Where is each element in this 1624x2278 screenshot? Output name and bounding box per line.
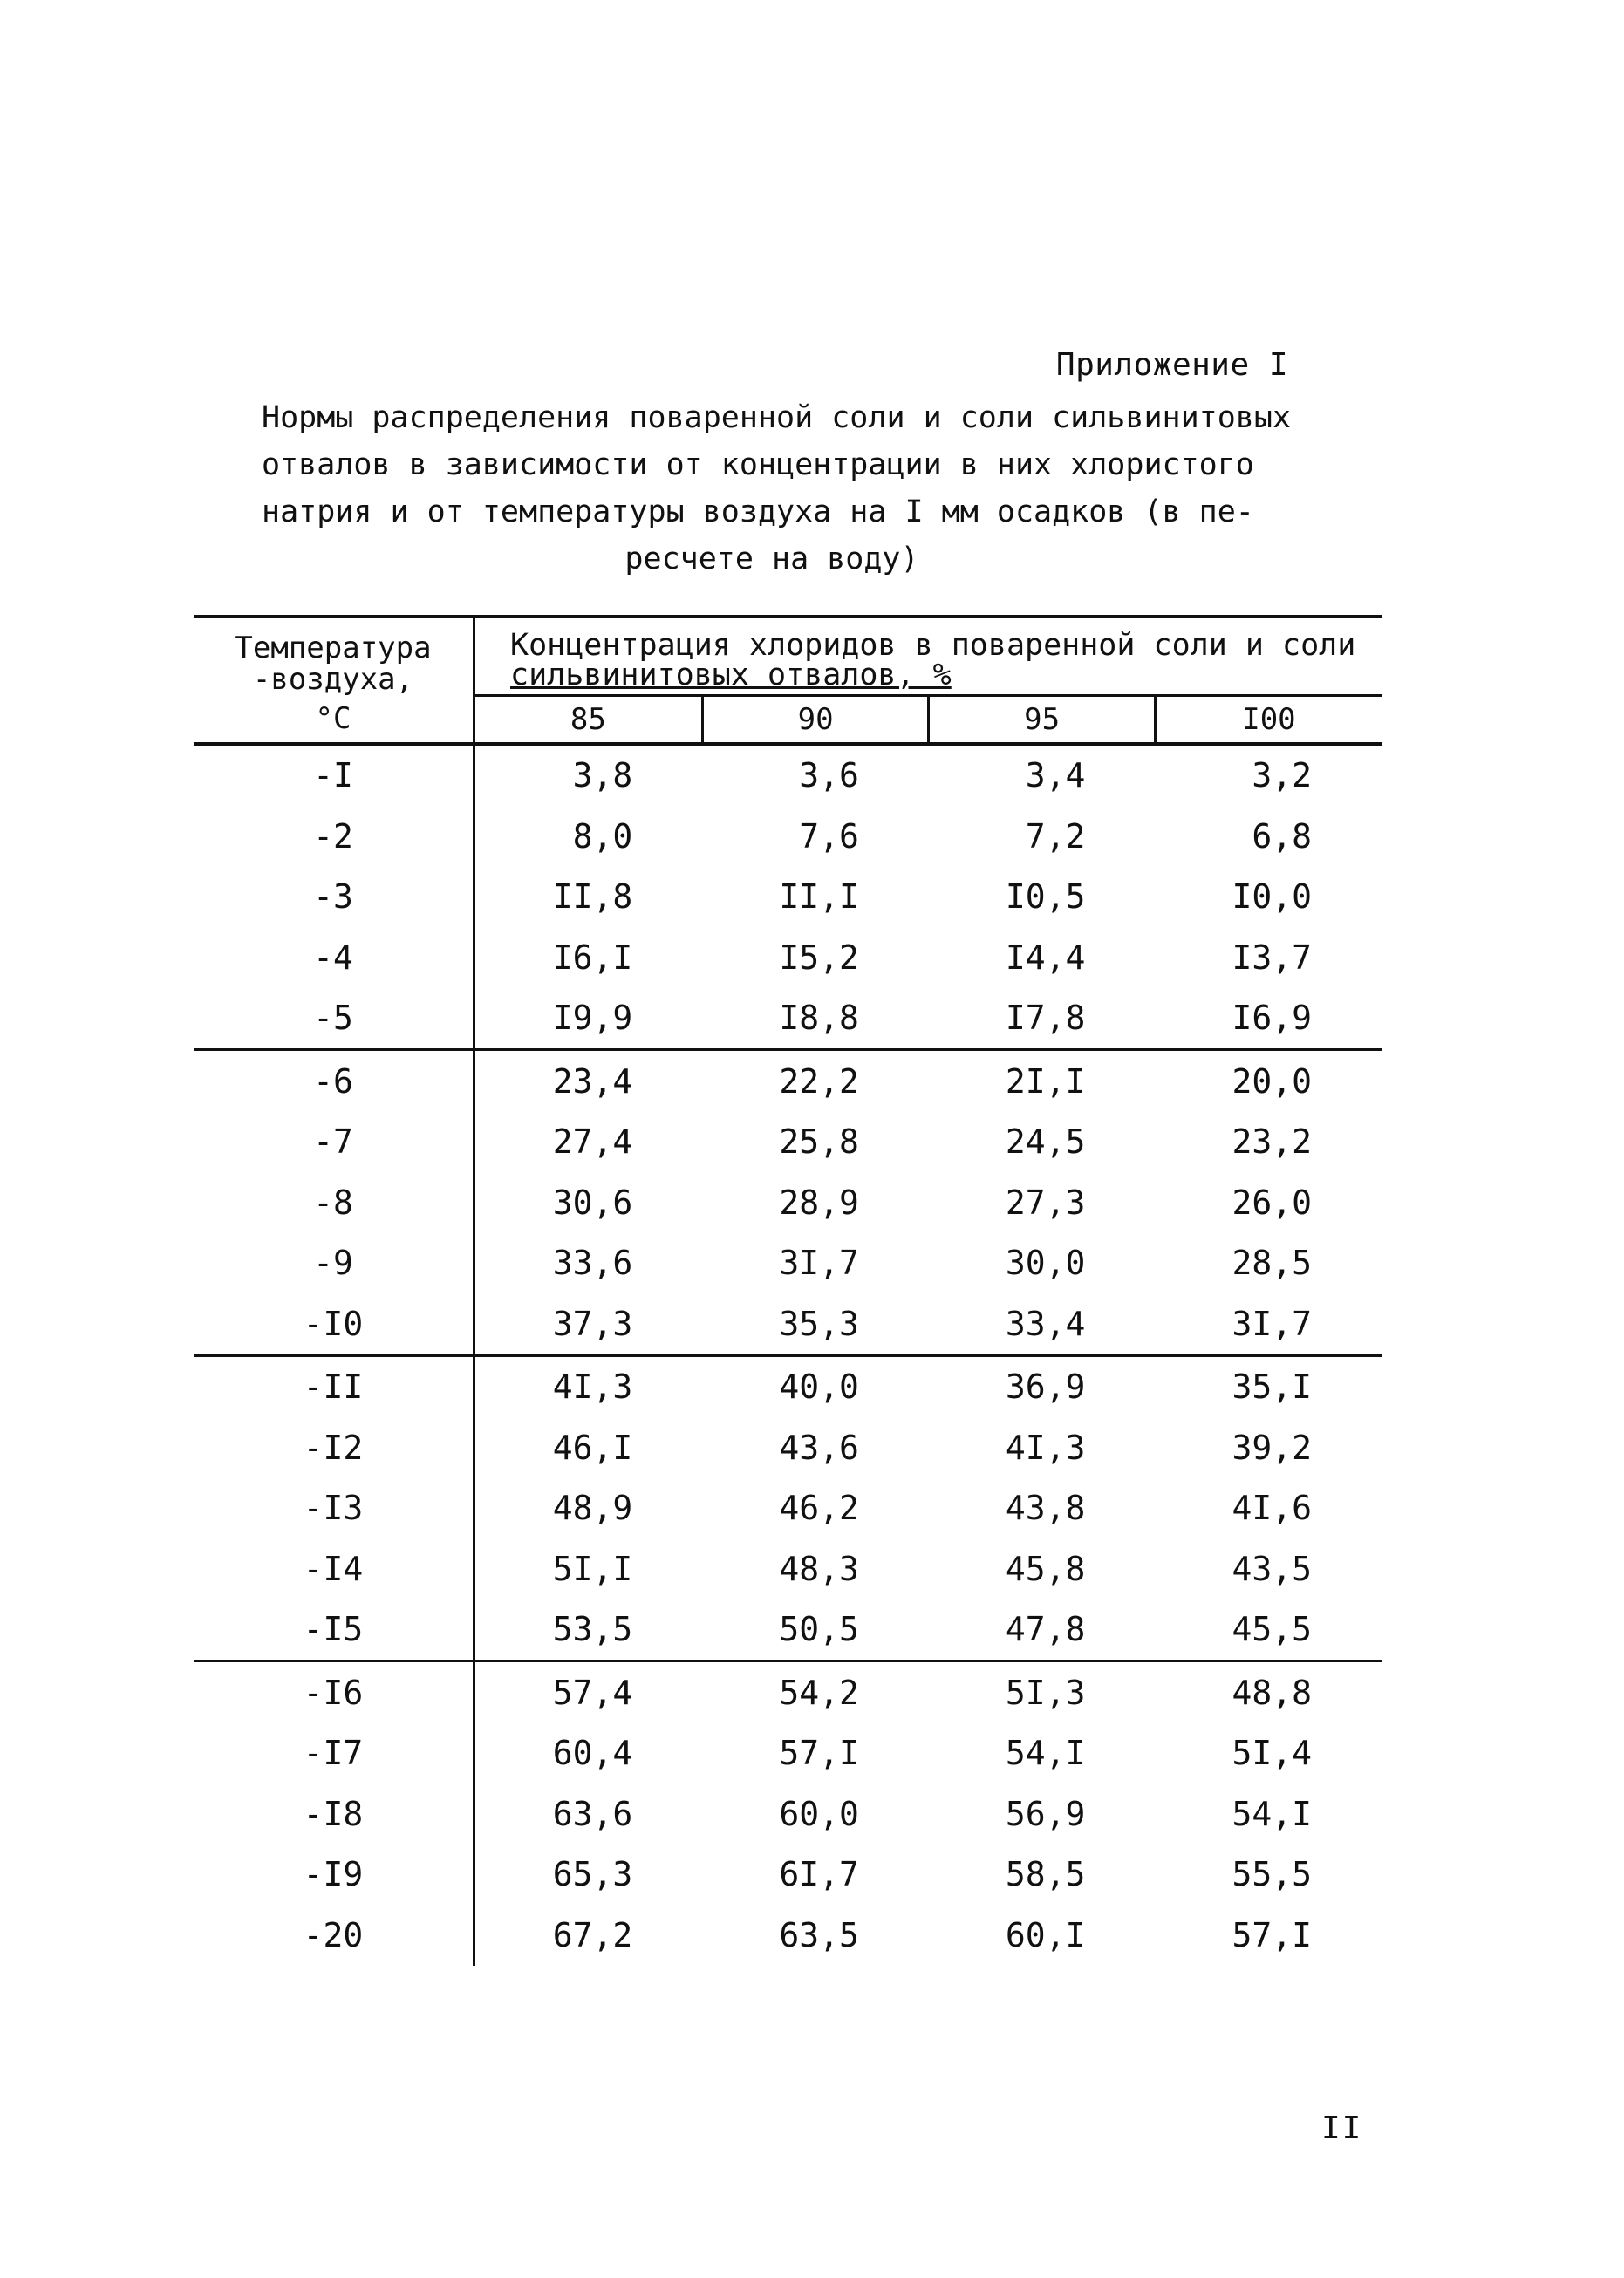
value-cell: 23,2 [1232,1122,1312,1162]
value-cell: 30,0 [1005,1244,1086,1283]
value-cell: 4I,3 [552,1367,633,1407]
title-line: отвалов в зависимости от концентрации в них хлористого [262,447,1254,482]
value-cell: 45,5 [1155,1599,1382,1661]
column-header: I00 [1155,695,1382,744]
temperature-cell: -6 [194,1050,474,1112]
value-cell: 37,3 [474,1293,703,1355]
concentration-header-line: сильвинитовых отвалов, % [510,658,952,693]
title-line: Нормы распределения поваренной соли и соли сильвинитовых [262,400,1292,435]
table-row [194,1723,1382,1784]
temperature-header-line: -воздуха, [252,662,414,697]
value-cell: 65,3 [552,1855,633,1894]
table-body [194,744,1382,1966]
table-row [194,1293,1382,1355]
value-cell: 7,2 [1025,816,1086,856]
table-row [194,988,1382,1050]
value-cell: 2I,I [1005,1061,1086,1101]
value-cell: 48,8 [1232,1673,1312,1712]
value-cell: 20,0 [1232,1061,1312,1101]
table-row [194,1905,1382,1966]
value-cell: 30,6 [552,1183,633,1222]
value-cell: 3I,7 [779,1244,859,1283]
value-cell: 46,I [552,1428,633,1467]
value-cell: 60,I [1005,1915,1086,1954]
table-row [194,1845,1382,1906]
value-cell: I7,8 [929,988,1156,1050]
value-cell: 8,0 [572,816,633,856]
table-row [194,1661,1382,1723]
temperature-cell: -5 [194,988,474,1050]
value-cell: 55,5 [1232,1855,1312,1894]
value-cell: 5I,4 [1232,1734,1312,1773]
column-header: 95 [929,695,1156,744]
value-cell: 23,4 [552,1061,633,1101]
value-cell: 7,6 [799,816,859,856]
table-row [194,744,1382,807]
value-cell: 46,2 [779,1489,859,1528]
table-row [194,1599,1382,1661]
temperature-cell: -9 [194,1233,474,1294]
value-cell: 60,4 [552,1734,633,1773]
table-row [194,1112,1382,1173]
value-cell: 3,6 [799,756,859,795]
value-cell: 53,5 [474,1599,703,1661]
table-row [194,806,1382,867]
table-row [194,867,1382,928]
table-row [194,1233,1382,1294]
value-cell: I3,7 [1232,938,1312,977]
value-cell: 43,5 [1232,1549,1312,1588]
value-cell: 33,6 [552,1244,633,1283]
temperature-cell: -I5 [194,1599,474,1661]
value-cell: 58,5 [1005,1855,1086,1894]
value-cell: 35,I [1232,1367,1312,1407]
value-cell: II,I [779,877,859,917]
value-cell: 6,8 [1252,816,1312,856]
value-cell: 3,2 [1252,756,1312,795]
concentration-header-line: Концентрация хлоридов в поваренной соли и соли [510,628,1356,664]
value-cell: 57,4 [552,1673,633,1712]
value-cell: 5I,3 [1005,1673,1086,1712]
temperature-cell: -7 [194,1112,474,1173]
value-cell: 6I,7 [779,1855,859,1894]
value-cell: 43,6 [779,1428,859,1467]
temperature-cell: -I4 [194,1538,474,1599]
value-cell: 45,8 [1005,1549,1086,1588]
column-header: 90 [702,695,929,744]
value-cell: 3,8 [572,756,633,795]
temperature-cell: -20 [194,1905,474,1966]
value-cell: I0,5 [1005,877,1086,917]
value-cell: 39,2 [1232,1428,1312,1467]
temperature-cell: -I2 [194,1417,474,1478]
value-cell: I5,2 [779,938,859,977]
value-cell: 28,5 [1232,1244,1312,1283]
value-cell: 36,9 [1005,1367,1086,1407]
value-cell: 57,I [1232,1915,1312,1954]
page-number: II [1321,2111,1363,2146]
temperature-cell: -II [194,1355,474,1417]
title-line: ресчете на воду) [624,542,919,576]
value-cell: 5I,I [552,1549,633,1588]
value-cell: 25,8 [779,1122,859,1162]
temperature-cell: -I3 [194,1478,474,1539]
value-cell: 40,0 [779,1367,859,1407]
header-row [194,617,1382,695]
value-cell: 4I,6 [1232,1489,1312,1528]
temperature-cell: -I9 [194,1845,474,1906]
table-row [194,1355,1382,1417]
value-cell: I6,9 [1155,988,1382,1050]
temperature-header [194,617,474,695]
table-row [194,1538,1382,1599]
temperature-cell: -4 [194,927,474,988]
value-cell: 50,5 [702,1599,929,1661]
value-cell: 43,8 [1005,1489,1086,1528]
value-cell: 47,8 [929,1599,1156,1661]
value-cell: 35,3 [702,1293,929,1355]
value-cell: 4I,3 [1005,1428,1086,1467]
value-cell: I6,I [552,938,633,977]
value-cell: I8,8 [702,988,929,1050]
temperature-cell: -I0 [194,1293,474,1355]
value-cell: 22,2 [779,1061,859,1101]
concentration-header [474,617,1382,695]
table-row [194,1478,1382,1539]
value-cell: 63,6 [552,1794,633,1833]
column-header: 85 [474,695,703,744]
value-cell: 3I,7 [1155,1293,1382,1355]
table-row [194,1172,1382,1233]
value-cell: 48,3 [779,1549,859,1588]
value-cell: 27,3 [1005,1183,1086,1222]
table-row [194,1784,1382,1845]
value-cell: 28,9 [779,1183,859,1222]
value-cell: 24,5 [1005,1122,1086,1162]
value-cell: 63,5 [779,1915,859,1954]
value-cell: I9,9 [474,988,703,1050]
value-cell: 54,2 [779,1673,859,1712]
value-cell: 33,4 [929,1293,1156,1355]
title-line: натрия и от температуры воздуха на I мм осадков (в пе- [262,494,1254,529]
norms-table [194,615,1382,1966]
temperature-cell: -2 [194,806,474,867]
value-cell: 60,0 [779,1794,859,1833]
value-cell: II,8 [552,877,633,917]
table-row [194,1050,1382,1112]
value-cell: 26,0 [1232,1183,1312,1222]
temperature-unit: °С [194,695,474,744]
value-cell: 57,I [779,1734,859,1773]
temperature-cell: -I7 [194,1723,474,1784]
temperature-header-line: Температура [235,631,432,665]
value-cell: 3,4 [1025,756,1086,795]
value-cell: 48,9 [552,1489,633,1528]
value-cell: 56,9 [1005,1794,1086,1833]
value-cell: 67,2 [552,1915,633,1954]
table-row [194,927,1382,988]
value-cell: I4,4 [1005,938,1086,977]
value-cell: I0,0 [1232,877,1312,917]
appendix-label: Приложение I [1055,347,1288,383]
value-cell: 54,I [1005,1734,1086,1773]
temperature-cell: -I6 [194,1661,474,1723]
temperature-cell: -I8 [194,1784,474,1845]
temperature-cell: -I [194,744,474,807]
value-cell: 54,I [1232,1794,1312,1833]
value-cell: 27,4 [552,1122,633,1162]
temperature-cell: -8 [194,1172,474,1233]
document-title [262,394,1334,583]
table-row [194,1417,1382,1478]
column-header-row [194,695,1382,744]
temperature-cell: -3 [194,867,474,928]
